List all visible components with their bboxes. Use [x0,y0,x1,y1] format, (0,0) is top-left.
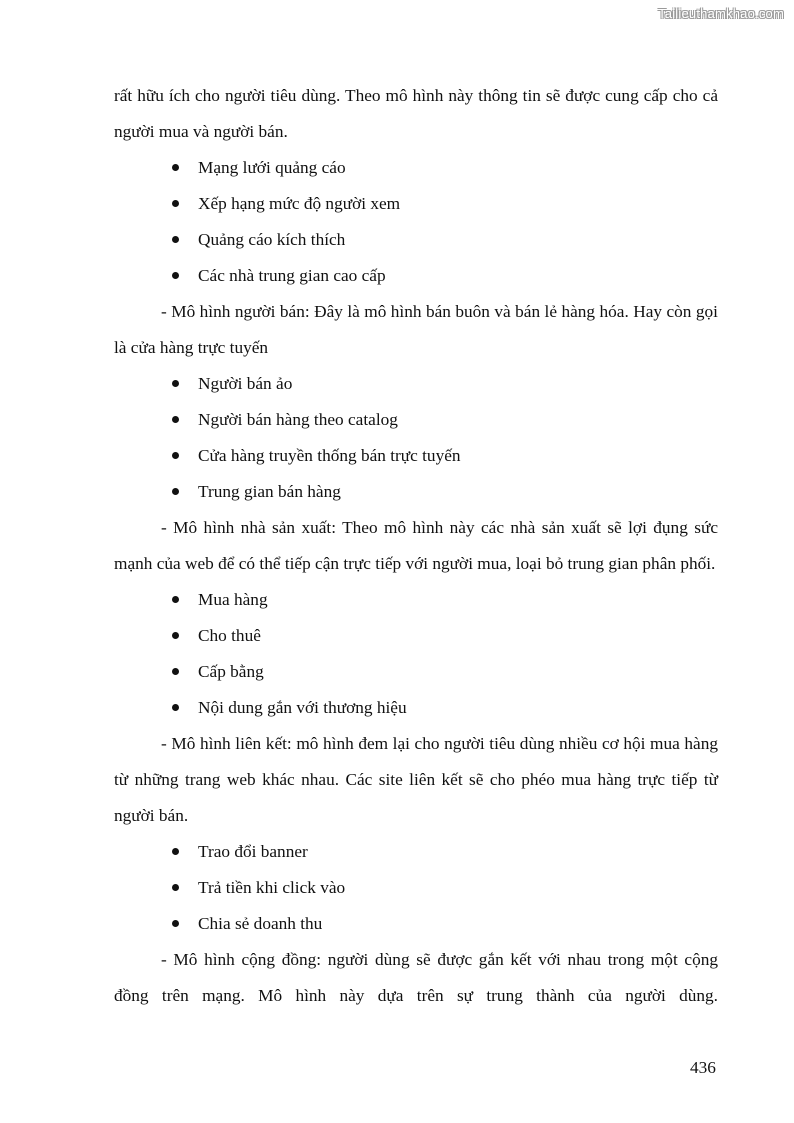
list-item-text: Cửa hàng truyền thống bán trực tuyến [198,446,461,465]
list-item-text: Nội dung gắn với thương hiệu [198,698,407,717]
bullet-list [114,834,718,942]
bullet-icon [172,416,179,423]
list-item [114,222,718,258]
list-item [114,438,718,474]
paragraph: - Mô hình người bán: Đây là mô hình bán buôn và bán lẻ hàng hóa. Hay còn gọi là cửa hàng trực tuyến [114,302,718,357]
list-item-text: Cấp bằng [198,662,264,681]
list-item-text: Các nhà trung gian cao cấp [198,266,386,285]
bullet-icon [172,380,179,387]
list-item [114,654,718,690]
list-item-text: Trao đổi banner [198,842,308,861]
list-item [114,582,718,618]
list-item-text: Trung gian bán hàng [198,482,341,501]
list-item [114,186,718,222]
bullet-icon [172,272,179,279]
list-item-text: Chia sẻ doanh thu [198,914,323,933]
bullet-icon [172,632,179,639]
bullet-icon [172,200,179,207]
list-item [114,906,718,942]
paragraph: rất hữu ích cho người tiêu dùng. Theo mô hình này thông tin sẽ được cung cấp cho cả người mua và người bán. [114,86,718,141]
bullet-icon [172,704,179,711]
list-item [114,690,718,726]
bullet-icon [172,848,179,855]
bullet-icon [172,452,179,459]
list-item [114,870,718,906]
document-body [114,78,718,1014]
bullet-list [114,582,718,726]
list-item [114,474,718,510]
list-item [114,258,718,294]
bullet-icon [172,596,179,603]
list-item-text: Cho thuê [198,626,261,645]
list-item [114,366,718,402]
bullet-list [114,150,718,294]
bullet-icon [172,920,179,927]
bullet-icon [172,164,179,171]
bullet-icon [172,668,179,675]
list-item-text: Mua hàng [198,590,268,609]
paragraph: - Mô hình nhà sản xuất: Theo mô hình này các nhà sản xuất sẽ lợi đụng sức mạnh của web để có thể tiếp cận trực tiếp với người mua, loại bỏ trung gian phân phối. [114,518,718,573]
list-item [114,834,718,870]
list-item [114,618,718,654]
list-item [114,402,718,438]
bullet-icon [172,488,179,495]
bullet-list [114,366,718,510]
paragraph: - Mô hình cộng đồng: người dùng sẽ được gắn kết với nhau trong một cộng đồng trên mạng. Mô hình này dựa trên sự trung thành của người dùng. [114,950,718,1005]
watermark-text: Tailieuthamkhao.com [658,6,784,21]
list-item-text: Trả tiền khi click vào [198,878,346,897]
list-item-text: Mạng lưới quảng cáo [198,158,346,177]
paragraph: - Mô hình liên kết: mô hình đem lại cho người tiêu dùng nhiều cơ hội mua hàng từ những trang web khác nhau. Các site liên kết sẽ cho phéo mua hàng trực tiếp từ người bán. [114,734,718,825]
list-item-text: Quảng cáo kích thích [198,230,346,249]
bullet-icon [172,236,179,243]
list-item [114,150,718,186]
bullet-icon [172,884,179,891]
list-item-text: Người bán hàng theo catalog [198,410,398,429]
page-number: 436 [690,1058,716,1077]
list-item-text: Người bán ảo [198,374,293,393]
list-item-text: Xếp hạng mức độ người xem [198,194,401,213]
